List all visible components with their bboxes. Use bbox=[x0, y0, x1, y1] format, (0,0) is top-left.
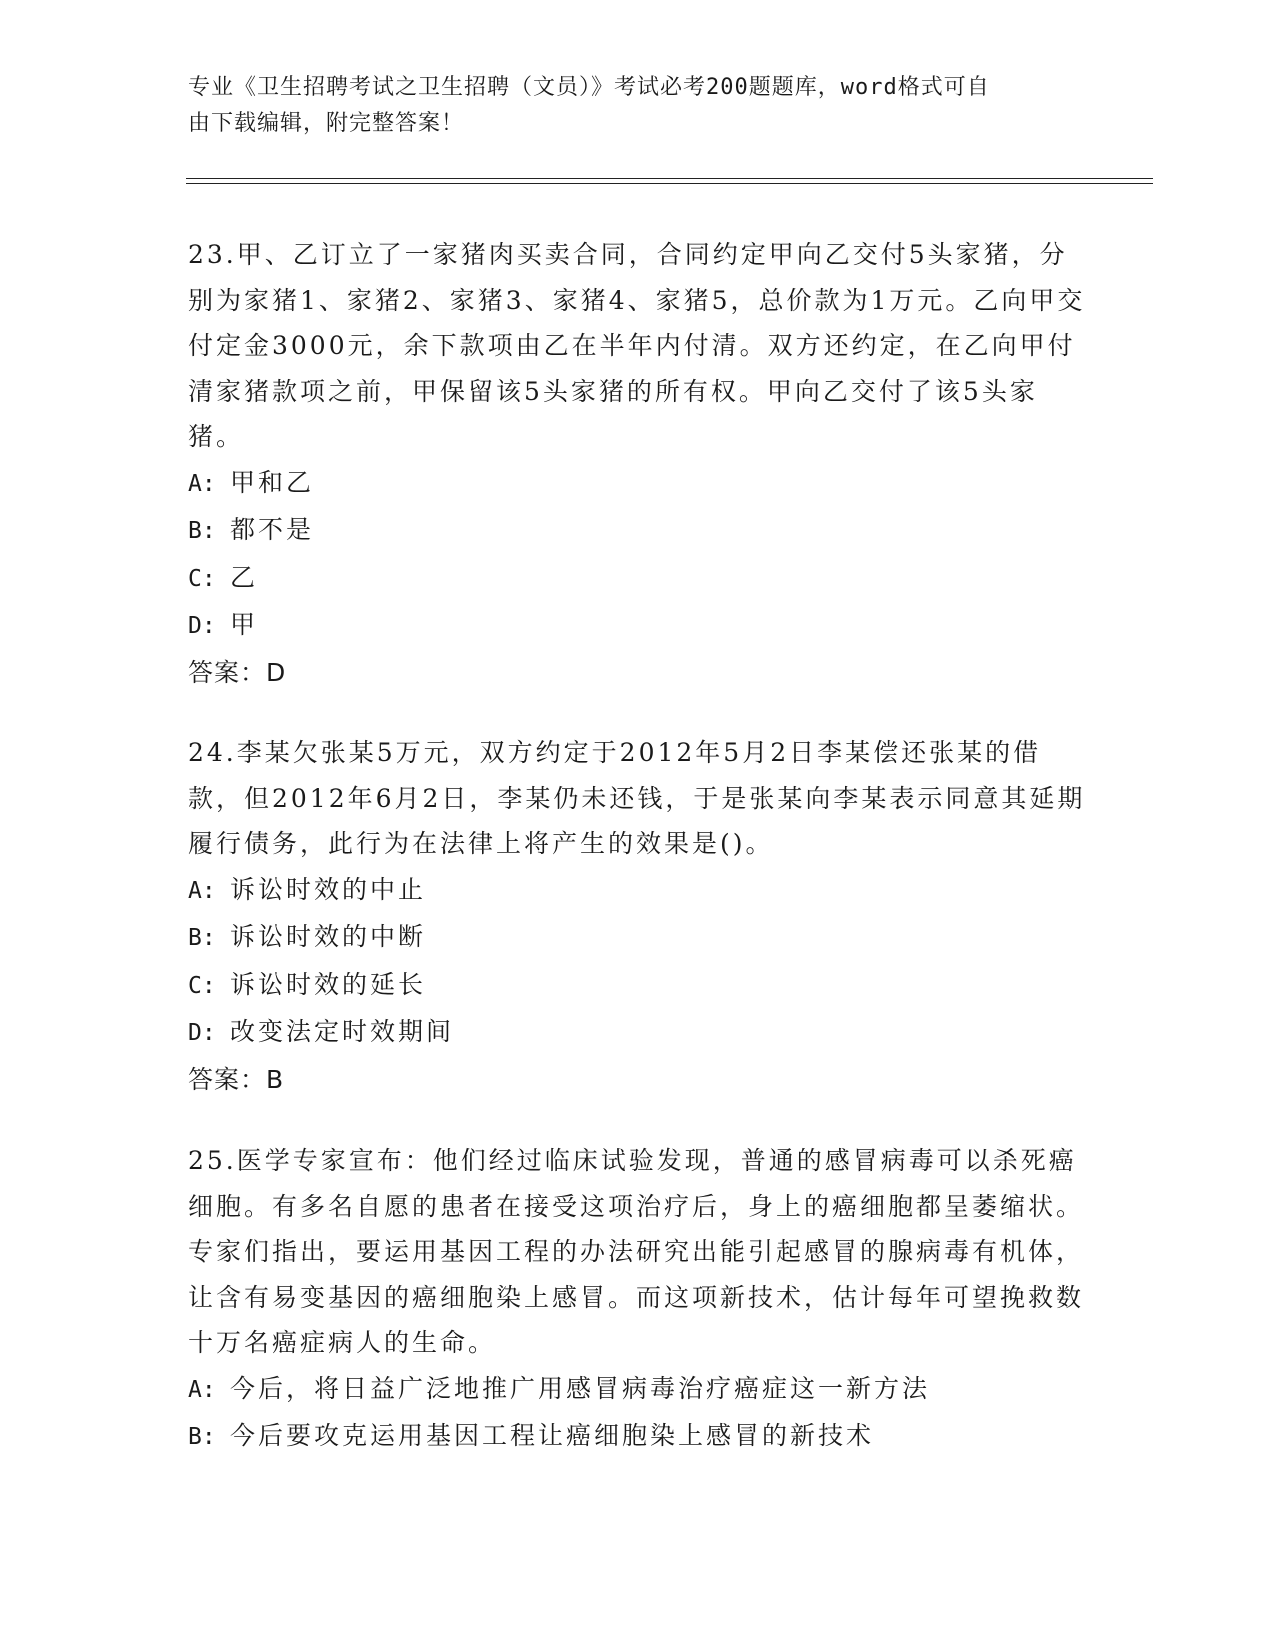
option-b bbox=[188, 914, 1088, 962]
option-text: 诉讼时效的延长 bbox=[230, 969, 427, 999]
answer-line: 答案：D bbox=[188, 657, 287, 687]
option-letter: D: bbox=[188, 1020, 216, 1046]
option-letter: A: bbox=[188, 877, 216, 904]
option-letter: B: bbox=[188, 925, 216, 951]
option-d bbox=[188, 1009, 1088, 1057]
header-divider-bottom bbox=[186, 183, 1153, 184]
option-c bbox=[188, 555, 1088, 603]
question-25 bbox=[188, 1138, 1088, 1461]
option-text: 都不是 bbox=[230, 515, 315, 544]
option-b bbox=[188, 507, 1088, 555]
option-text: 今后要攻克运用基因工程让癌细胞染上感冒的新技术 bbox=[230, 1421, 875, 1450]
question-stem: 23.甲、乙订立了一家猪肉买卖合同，合同约定甲向乙交付5头家猪，分别为家猪1、家猪2、家猪3、家猪4、家猪5，总价款为1万元。乙向甲交付定金3000元，余下款项由乙在半年内付清。双方还约定，在乙向甲付清家猪款项之前，甲保留该5头家猪的所有权。甲向乙交付了该5头家猪。 bbox=[188, 240, 1086, 451]
option-letter: A: bbox=[188, 470, 216, 497]
header-line-1: 专业《卫生招聘考试之卫生招聘（文员）》考试必考200题题库，word格式可自 bbox=[188, 75, 990, 100]
option-b bbox=[188, 1413, 1088, 1461]
option-a bbox=[188, 460, 1088, 508]
option-text: 诉讼时效的中止 bbox=[230, 874, 427, 904]
option-letter: C: bbox=[188, 565, 216, 592]
option-text: 今后，将日益广泛地推广用感冒病毒治疗癌症这一新方法 bbox=[230, 1373, 931, 1403]
option-c bbox=[188, 962, 1088, 1010]
option-text: 甲 bbox=[230, 610, 259, 639]
option-letter: B: bbox=[188, 1424, 216, 1450]
question-23 bbox=[188, 232, 1088, 695]
question-stem: 25.医学专家宣布：他们经过临床试验发现，普通的感冒病毒可以杀死癌细胞。有多名自愿的患者在接受这项治疗后，身上的癌细胞都呈萎缩状。专家们指出，要运用基因工程的办法研究出能引起感冒的腺病毒有机体，让含有易变基因的癌细胞染上感冒。而这项新技术，估计每年可望挽救数十万名癌症病人的生命。 bbox=[188, 1146, 1085, 1357]
option-a bbox=[188, 867, 1088, 915]
option-text: 改变法定时效期间 bbox=[230, 1017, 455, 1046]
option-letter: A: bbox=[188, 1376, 216, 1403]
option-text: 乙 bbox=[230, 562, 259, 592]
header-line-2: 由下载编辑，附完整答案！ bbox=[188, 111, 465, 136]
option-d bbox=[188, 602, 1088, 650]
answer-line: 答案：B bbox=[188, 1064, 285, 1094]
option-letter: D: bbox=[188, 613, 216, 639]
option-text: 甲和乙 bbox=[230, 467, 315, 497]
option-text: 诉讼时效的中断 bbox=[230, 922, 427, 951]
option-a bbox=[188, 1366, 1088, 1414]
question-stem: 24.李某欠张某5万元，双方约定于2012年5月2日李某偿还张某的借款，但2012年6月2日，李某仍未还钱，于是张某向李某表示同意其延期履行债务，此行为在法律上将产生的效果是()。 bbox=[188, 738, 1086, 858]
option-letter: B: bbox=[188, 518, 216, 544]
document-header bbox=[188, 70, 1068, 142]
header-divider-top bbox=[186, 178, 1153, 179]
question-24 bbox=[188, 730, 1088, 1102]
option-letter: C: bbox=[188, 972, 216, 999]
